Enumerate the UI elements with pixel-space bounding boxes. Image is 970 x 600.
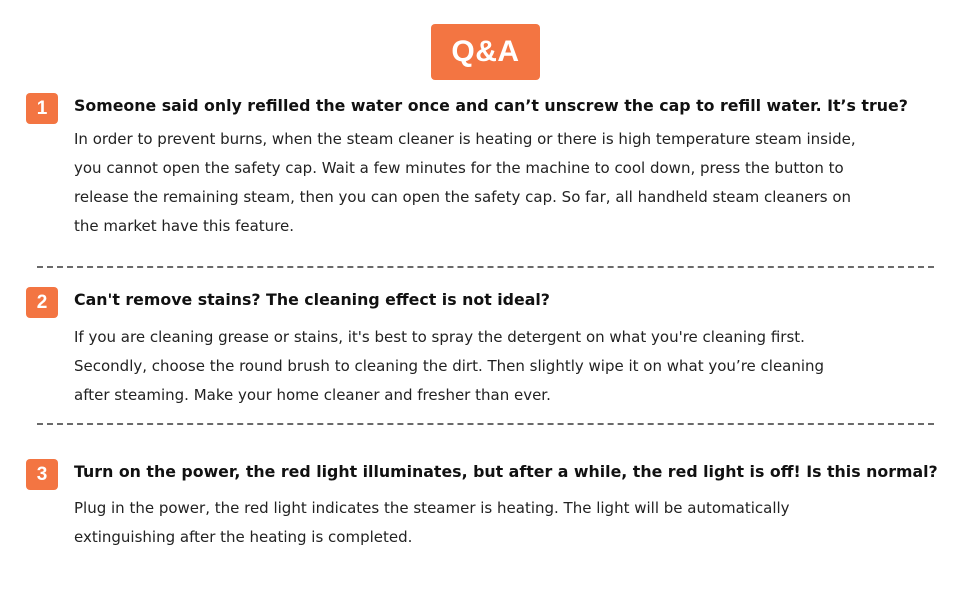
answer-line: Secondly, choose the round brush to cleaning the dirt. Then slightly wipe it on what you’re cleaning (74, 357, 825, 375)
item-number-badge: 2 (26, 287, 58, 318)
qa-title-badge: Q&A (431, 24, 540, 80)
answer-line: you cannot open the safety cap. Wait a few minutes for the machine to cool down, press the button to (74, 159, 844, 177)
answer-text (74, 323, 954, 410)
question-text: Can't remove stains? The cleaning effect is not ideal? (74, 290, 550, 309)
answer-line: release the remaining steam, then you can open the safety cap. So far, all handheld steam cleaners on (74, 188, 852, 206)
answer-line: extinguishing after the heating is completed. (74, 528, 413, 546)
item-number-badge: 3 (26, 459, 58, 490)
answer-text (74, 494, 954, 552)
answer-text (74, 125, 954, 241)
answer-line: If you are cleaning grease or stains, it's best to spray the detergent on what you're cleaning first. (74, 328, 805, 346)
answer-line: after steaming. Make your home cleaner and fresher than ever. (74, 386, 551, 404)
answer-line: Plug in the power, the red light indicates the steamer is heating. The light will be automatically (74, 499, 790, 517)
question-text: Someone said only refilled the water once and can’t unscrew the cap to refill water. It’s true? (74, 96, 908, 115)
dashed-divider (37, 423, 934, 425)
question-text: Turn on the power, the red light illuminates, but after a while, the red light is off! Is this normal? (74, 462, 938, 481)
item-number-badge: 1 (26, 93, 58, 124)
answer-line: In order to prevent burns, when the steam cleaner is heating or there is high temperature steam inside, (74, 130, 856, 148)
answer-line: the market have this feature. (74, 217, 295, 235)
dashed-divider (37, 266, 934, 268)
